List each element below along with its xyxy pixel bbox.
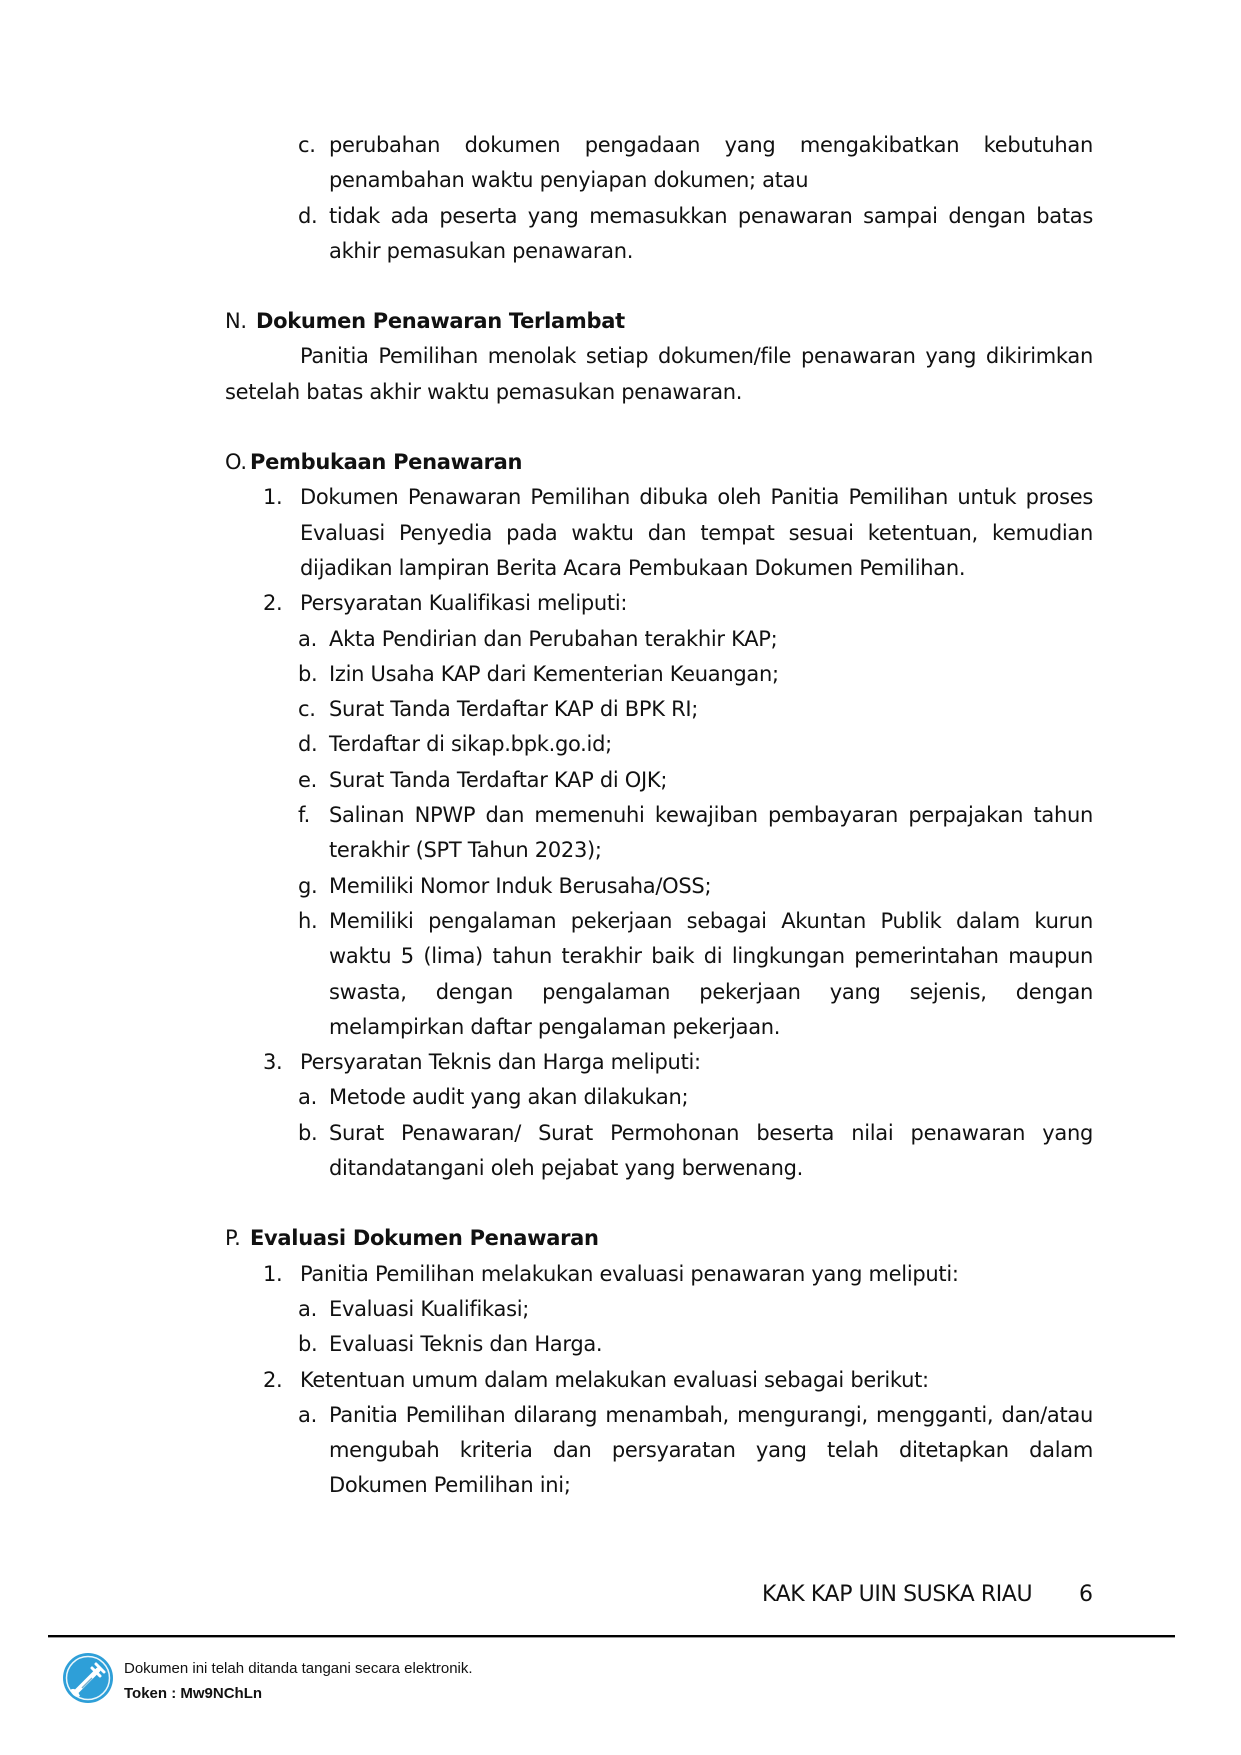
signature-notice: Dokumen ini telah ditanda tangani secara elektronik. (124, 1660, 473, 1677)
document-body (225, 128, 1093, 1504)
section-marker: O. (225, 450, 247, 475)
section-heading-p (225, 1221, 1093, 1256)
list-item-text: tidak ada peserta yang memasukkan penawaran sampai dengan batas akhir pemasukan penawaran. (329, 203, 1093, 263)
list-item (225, 1257, 1093, 1292)
list-marker: 3. (263, 1050, 283, 1075)
list-marker: b. (298, 1120, 318, 1145)
list-item-text: Izin Usaha KAP dari Kementerian Keuangan; (329, 661, 779, 686)
sub-list-item (225, 657, 1093, 692)
list-item-text: Dokumen Penawaran Pemilihan dibuka oleh Panitia Pemilihan untuk proses Evaluasi Penyedia pada waktu dan tempat sesuai ketentuan, kemudian dijadikan lampiran Berita Acara Pembukaan Dokumen Pemilihan. (300, 485, 1093, 580)
list-marker: e. (298, 767, 317, 792)
list-marker: 1. (263, 1261, 283, 1286)
list-item (225, 199, 1093, 270)
list-marker: h. (298, 908, 318, 933)
list-marker: f. (298, 803, 310, 828)
list-marker: 2. (263, 591, 283, 616)
list-item-text: perubahan dokumen pengadaan yang mengakibatkan kebutuhan penambahan waktu penyiapan dokumen; atau (329, 133, 1093, 193)
digital-signature-pen-icon (62, 1652, 114, 1704)
list-item-text: Surat Tanda Terdaftar KAP di OJK; (329, 767, 668, 792)
list-item-text: Salinan NPWP dan memenuhi kewajiban pembayaran perpajakan tahun terakhir (SPT Tahun 2023); (329, 803, 1093, 863)
list-marker: a. (298, 626, 317, 651)
list-marker: c. (298, 133, 316, 157)
signature-token: Token : Mw9NChLn (124, 1685, 263, 1702)
list-marker: b. (298, 661, 318, 686)
list-item-text: Terdaftar di sikap.bpk.go.id; (329, 732, 612, 757)
sub-list-item (225, 727, 1093, 762)
sub-list-item (225, 763, 1093, 798)
section-paragraph: Panitia Pemilihan menolak setiap dokumen/file penawaran yang dikirimkan setelah batas akhir waktu pemasukan penawaran. (225, 344, 1093, 404)
section-marker: N. (225, 309, 247, 334)
sub-list-item (225, 692, 1093, 727)
section-title: Evaluasi Dokumen Penawaran (250, 1226, 599, 1251)
section-marker: P. (225, 1226, 241, 1251)
sub-list-item (225, 622, 1093, 657)
list-marker: d. (298, 732, 318, 757)
footer-document-title: KAK KAP UIN SUSKA RIAU (762, 1582, 1033, 1607)
list-item (225, 1363, 1093, 1398)
list-item-text: Ketentuan umum dalam melakukan evaluasi sebagai berikut: (300, 1367, 929, 1392)
list-item-text: Persyaratan Teknis dan Harga meliputi: (300, 1050, 701, 1075)
list-marker: 1. (263, 485, 283, 510)
list-marker: c. (298, 697, 316, 722)
list-item-text: Surat Tanda Terdaftar KAP di BPK RI; (329, 697, 699, 722)
list-marker: d. (298, 203, 318, 228)
sub-list-item (225, 904, 1093, 1045)
footer-divider (48, 1635, 1175, 1637)
list-item-text: Akta Pendirian dan Perubahan terakhir KAP; (329, 626, 778, 651)
sub-list-item (225, 1080, 1093, 1115)
section-title: Pembukaan Penawaran (250, 450, 523, 475)
page-number: 6 (1079, 1582, 1093, 1607)
list-item-text: Memiliki Nomor Induk Berusaha/OSS; (329, 873, 712, 898)
list-item-text: Panitia Pemilihan melakukan evaluasi penawaran yang meliputi: (300, 1261, 959, 1286)
list-marker: b. (298, 1332, 318, 1357)
list-item-text: Persyaratan Kualifikasi meliputi: (300, 591, 628, 616)
sub-list-item (225, 1116, 1093, 1187)
list-item-text: Evaluasi Teknis dan Harga. (329, 1332, 603, 1357)
list-item-text: Metode audit yang akan dilakukan; (329, 1085, 689, 1110)
sub-list-item (225, 798, 1093, 869)
list-marker: a. (298, 1085, 317, 1110)
sub-list-item (225, 869, 1093, 904)
section-title: Dokumen Penawaran Terlambat (256, 309, 625, 334)
sub-list-item (225, 1292, 1093, 1327)
section-heading-o (225, 445, 1093, 480)
list-item-text: Surat Penawaran/ Surat Permohonan beserta nilai penawaran yang ditandatangani oleh pejabat yang berwenang. (329, 1120, 1093, 1181)
section-heading-n (225, 304, 1093, 339)
sub-list-item (225, 1398, 1093, 1504)
list-marker: a. (298, 1402, 317, 1427)
list-item (225, 586, 1093, 621)
list-item-text: Evaluasi Kualifikasi; (329, 1296, 530, 1321)
list-item-text: Panitia Pemilihan dilarang menambah, mengurangi, mengganti, dan/atau mengubah kriteria dan persyaratan yang telah ditetapkan dalam Dokumen Pemilihan ini; (329, 1402, 1093, 1498)
list-item (225, 128, 1093, 199)
list-marker: a. (298, 1296, 317, 1321)
list-item (225, 1045, 1093, 1080)
list-item (225, 480, 1093, 586)
sub-list-item (225, 1327, 1093, 1362)
list-item-text: Memiliki pengalaman pekerjaan sebagai Akuntan Publik dalam kurun waktu 5 (lima) tahun terakhir baik di lingkungan pemerintahan maupun swasta, dengan pengalaman pekerjaan yang sejenis, dengan melampirkan daftar pengalaman pekerjaan. (329, 908, 1093, 1039)
list-marker: 2. (263, 1367, 283, 1392)
list-marker: g. (298, 873, 318, 898)
